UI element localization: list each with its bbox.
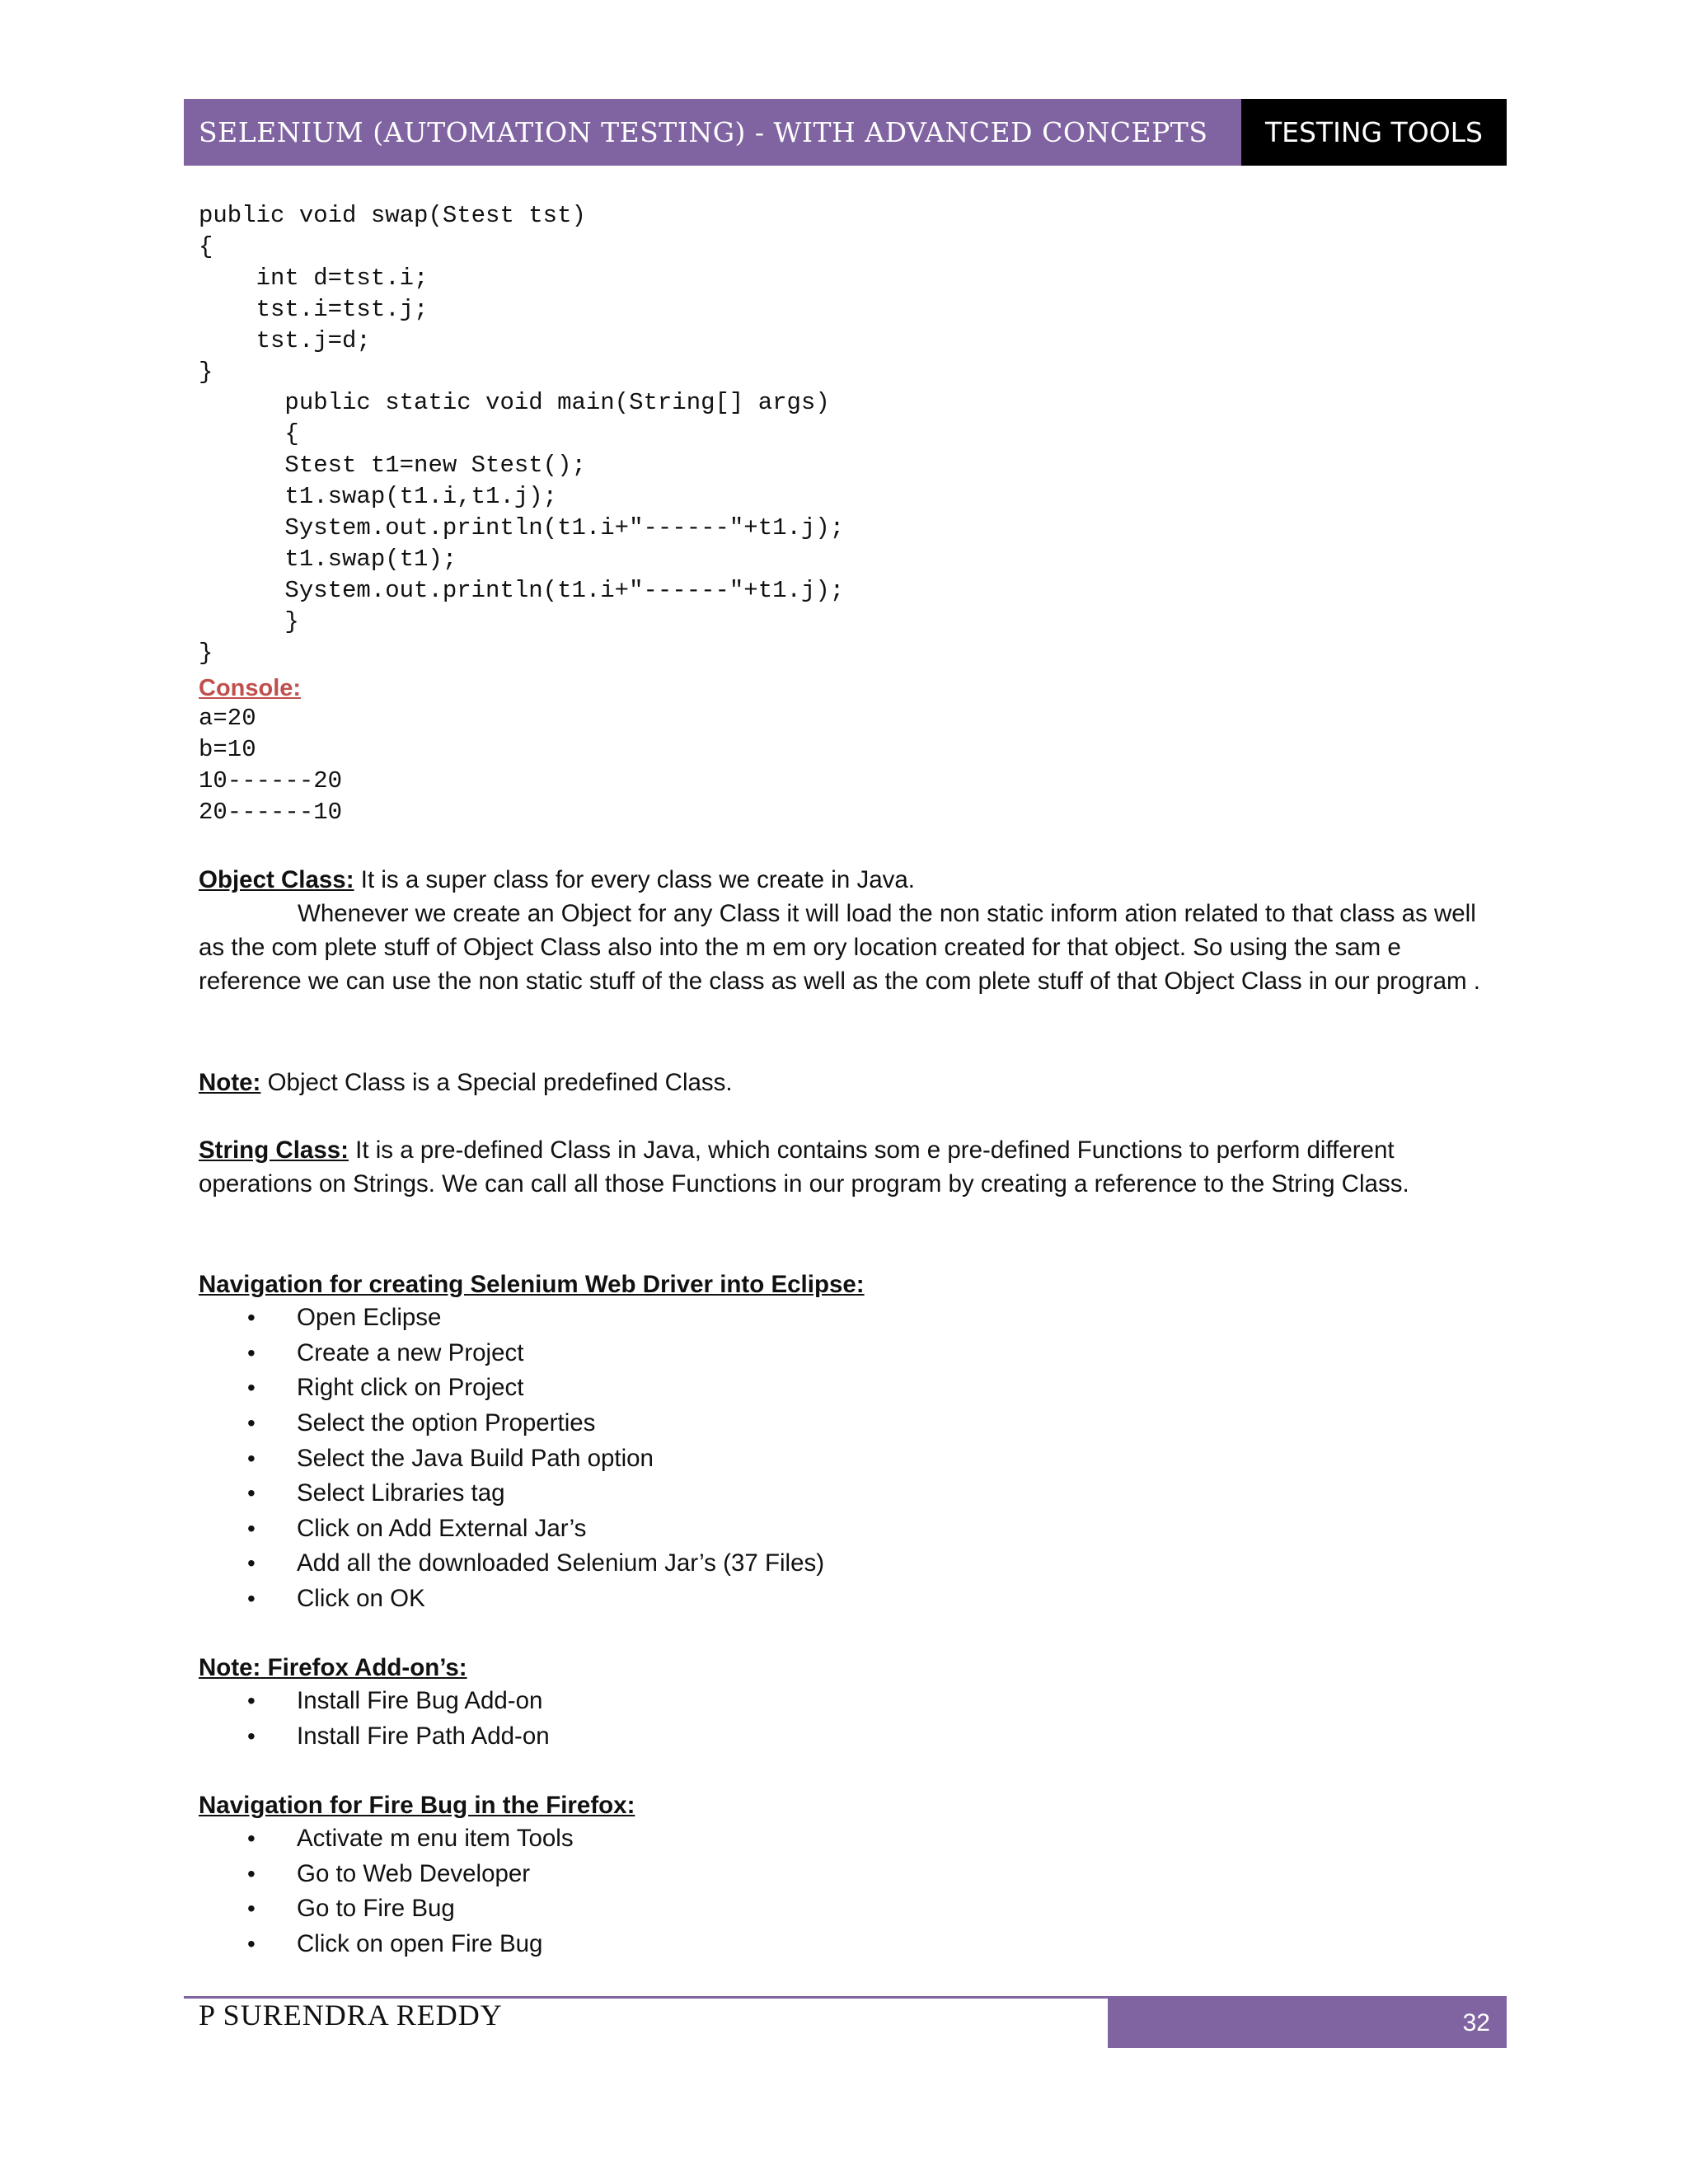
bullet-icon: •: [247, 1688, 256, 1714]
string-class-text: It is a pre-defined Class in Java, which contains som e pre-defined Functions to perform different operations on Strings. We can call all those Functions in our program by creating a reference to the String Class.: [199, 1137, 1409, 1197]
bullet-icon: •: [247, 1722, 256, 1749]
list-item: • Click on OK: [247, 1585, 425, 1613]
firebug-nav-heading: Navigation for Fire Bug in the Firefox:: [199, 1792, 635, 1819]
footer-author: P SURENDRA REDDY: [199, 1999, 503, 2032]
bullet-icon: •: [247, 1375, 256, 1401]
firefox-addons-heading: Note: Firefox Add-on’s:: [199, 1654, 467, 1681]
note-text: Object Class is a Special predefined Class.: [260, 1069, 733, 1096]
bullet-icon: •: [247, 1445, 256, 1471]
list-item: • Click on open Fire Bug: [247, 1930, 543, 1958]
list-item: • Open Eclipse: [247, 1304, 442, 1332]
list-item: • Install Fire Path Add-on: [247, 1722, 550, 1750]
code-block: public void swap(Stest tst) { int d=tst.i; tst.i=tst.j; tst.j=d; } public static void main(String[] args) { Stest t1=new Stest(); t1.swap(t1.i,t1.j); System.out.println(t1.i+"------"+t1.j); t1.swap(t1); System.out.println(t1.i+"------"+t1.j); } }: [199, 202, 845, 667]
list-item: • Install Fire Bug Add-on: [247, 1687, 543, 1715]
list-item: • Add all the downloaded Selenium Jar’s (37 Files): [247, 1549, 825, 1577]
bullet-icon: •: [247, 1825, 256, 1852]
bullet-icon: •: [247, 1339, 256, 1366]
header-band: [184, 99, 1241, 166]
note-section: [199, 1066, 1493, 1099]
console-output: a=20 b=10 10------20 20------10: [199, 705, 343, 826]
bullet-icon: •: [247, 1896, 256, 1922]
list-item: • Right click on Project: [247, 1374, 524, 1402]
list-item: • Go to Fire Bug: [247, 1895, 455, 1923]
bullet-icon: •: [247, 1480, 256, 1507]
bullet-icon: •: [247, 1860, 256, 1886]
list-item: • Click on Add External Jar’s: [247, 1514, 587, 1542]
footer-page-box: [1108, 1998, 1507, 2048]
note-lead: Note:: [199, 1069, 261, 1096]
list-item: • Create a new Project: [247, 1338, 524, 1366]
list-item: • Select the option Properties: [247, 1409, 596, 1437]
console-label: Console:: [199, 675, 302, 701]
list-item: • Activate m enu item Tools: [247, 1825, 574, 1853]
header-tag: TESTING TOOLS: [1264, 116, 1484, 148]
list-item: • Select Libraries tag: [247, 1479, 505, 1507]
object-class-text: It is a super class for every class we create in Java.: [354, 866, 915, 893]
bullet-icon: •: [247, 1931, 256, 1957]
eclipse-nav-heading: Navigation for creating Selenium Web Driver into Eclipse:: [199, 1271, 865, 1298]
header-tag-box: [1241, 99, 1507, 166]
bullet-icon: •: [247, 1305, 256, 1331]
firebug-nav-list: [247, 1821, 574, 1961]
list-item: • Select the Java Build Path option: [247, 1444, 654, 1472]
string-class-lead: String Class:: [199, 1137, 349, 1164]
page-number: 32: [1462, 2008, 1490, 2036]
bullet-icon: •: [247, 1515, 256, 1541]
bullet-icon: •: [247, 1586, 256, 1612]
bullet-icon: •: [247, 1550, 256, 1577]
header-title: SELENIUM (AUTOMATION TESTING) - WITH ADVANCED CONCEPTS: [199, 116, 1208, 148]
object-class-paragraph: Whenever we create an Object for any Class it will load the non static inform ation related to that class as well as the com plete stuff of Object Class also into the m em ory location created for that object. So using the sam e reference we can use the non static stuff of the class as well as the com plete stuff of that Object Class in our program .: [199, 900, 1481, 995]
list-item: • Go to Web Developer: [247, 1859, 531, 1887]
object-class-lead: Object Class:: [199, 866, 354, 893]
page-header: [184, 99, 1507, 166]
object-class-section: [199, 863, 1493, 998]
eclipse-nav-list: [247, 1301, 824, 1616]
bullet-icon: •: [247, 1410, 256, 1436]
string-class-section: [199, 1133, 1493, 1201]
firefox-addons-list: [247, 1684, 550, 1754]
